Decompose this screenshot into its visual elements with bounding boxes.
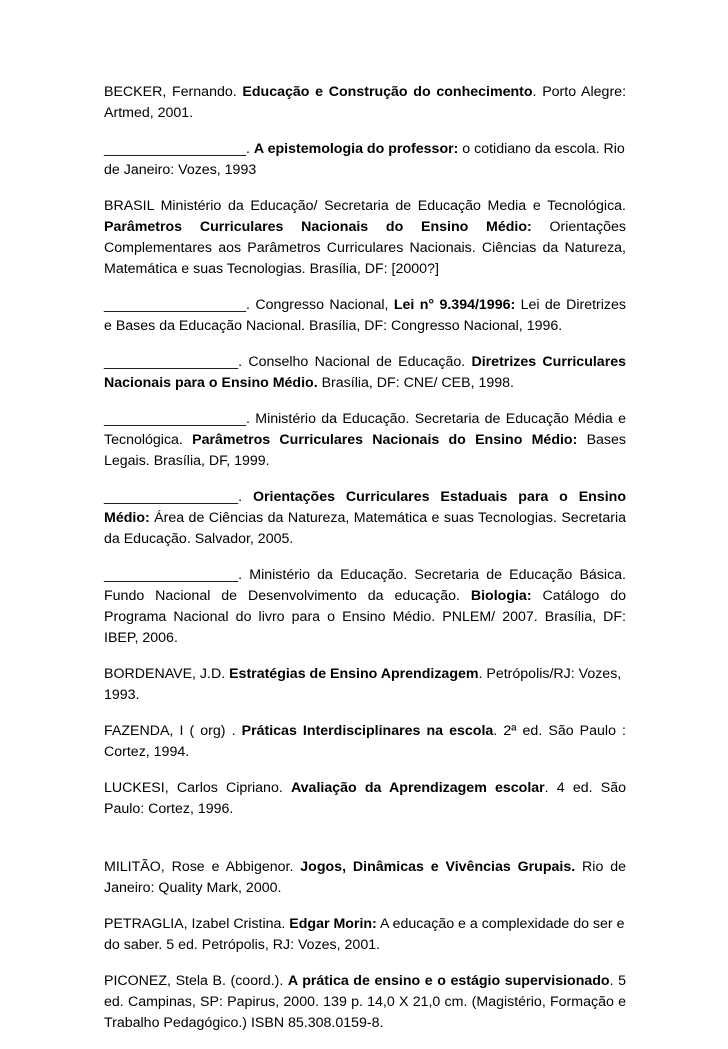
reference-entry xyxy=(104,295,626,337)
reference-text: MILITÃO, Rose e Abbigenor. xyxy=(104,859,301,875)
reference-text: BRASIL Ministério da Educação/ Secretaria de Educação Media e Tecnológica. xyxy=(104,198,626,214)
reference-title-text: Parâmetros Curriculares Nacionais do Ensino Médio: xyxy=(104,219,532,235)
reference-entry xyxy=(104,914,626,956)
reference-title-text: A prática de ensino e o estágio supervisionado xyxy=(287,973,610,989)
reference-text: PICONEZ, Stela B. (coord.). xyxy=(104,973,288,989)
reference-entry xyxy=(104,857,626,899)
reference-text: PETRAGLIA, Izabel Cristina. xyxy=(104,916,290,932)
reference-title-text: Diretrizes Curriculares Nacionais para o Ensino Médio. xyxy=(104,354,626,391)
reference-text: __________________. Congresso Nacional, xyxy=(104,297,394,313)
reference-title-text: Orientações Curriculares Estaduais para o Ensino Médio: xyxy=(104,489,626,526)
reference-text: LUCKESI, Carlos Cipriano. xyxy=(104,780,291,796)
reference-title-text: Edgar Morin: xyxy=(289,916,377,932)
reference-text: o cotidiano da escola. Rio de Janeiro: Vozes, 1993 xyxy=(104,141,625,178)
reference-list xyxy=(104,82,626,1049)
reference-text: Lei de Diretrizes e Bases da Educação Nacional. Brasília, DF: Congresso Nacional, 1996. xyxy=(104,297,626,334)
reference-title-text: Lei n° 9.394/1996: xyxy=(393,297,516,313)
reference-title-text: Práticas Interdisciplinares na escola xyxy=(241,723,494,739)
reference-text: BORDENAVE, J.D. xyxy=(104,666,230,682)
reference-title-text: A epistemologia do professor: xyxy=(253,141,459,157)
reference-entry xyxy=(104,971,626,1034)
reference-text: Área de Ciências da Natureza, Matemática e suas Tecnologias. Secretaria da Educação. Salvador, 2005. xyxy=(104,510,626,547)
reference-entry xyxy=(104,487,626,550)
reference-text: _________________. xyxy=(104,489,253,505)
reference-entry xyxy=(104,721,626,763)
reference-entry xyxy=(104,778,626,820)
reference-text: A educação e a complexidade do ser e do saber. 5 ed. Petrópolis, RJ: Vozes, 2001. xyxy=(104,916,625,953)
reference-title-text: Educação e Construção do conhecimento xyxy=(242,84,533,100)
reference-entry xyxy=(104,352,626,394)
reference-text: Rio de Janeiro: Quality Mark, 2000. xyxy=(104,859,626,896)
reference-title-text: Parâmetros Curriculares Nacionais do Ensino Médio: xyxy=(192,432,578,448)
reference-text: Orientações Complementares aos Parâmetros Curriculares Nacionais. Ciências da Natureza, Matemática e suas Tecnologias. Brasília, DF: [2000?] xyxy=(104,219,626,277)
reference-text: . 4 ed. São Paulo: Cortez, 1996. xyxy=(104,780,626,817)
reference-title-text: Jogos, Dinâmicas e Vivências Grupais. xyxy=(300,859,576,875)
reference-entry xyxy=(104,196,626,280)
reference-text: . Porto Alegre: Artmed, 2001. xyxy=(104,84,627,121)
reference-title-text: Biologia: xyxy=(470,588,532,604)
reference-text: __________________. xyxy=(104,141,254,157)
reference-text: Brasília, DF: CNE/ CEB, 1998. xyxy=(317,375,514,391)
reference-text: . 5 ed. Campinas, SP: Papirus, 2000. 139 p. 14,0 X 21,0 cm. (Magistério, Formação e Trabalho Pedagógico.) ISBN 85.308.0159-8. xyxy=(104,973,626,1031)
reference-text: Bases Legais. Brasília, DF, 1999. xyxy=(104,432,626,469)
reference-entry xyxy=(104,82,626,124)
reference-text: __________________. Ministério da Educação. Secretaria de Educação Média e Tecnológica. xyxy=(104,411,626,448)
reference-entry xyxy=(104,139,626,181)
reference-entry xyxy=(104,409,626,472)
reference-entry xyxy=(104,664,626,706)
reference-entry xyxy=(104,565,626,649)
reference-text: _________________. Ministério da Educação. Secretaria de Educação Básica. Fundo Nacional de Desenvolvimento da educação. xyxy=(104,567,626,604)
reference-text: . 2ª ed. São Paulo : Cortez, 1994. xyxy=(104,723,626,760)
reference-text: . Petrópolis/RJ: Vozes, 1993. xyxy=(104,666,622,703)
reference-title-text: Avaliação da Aprendizagem escolar xyxy=(290,780,545,796)
reference-text: BECKER, Fernando. xyxy=(104,84,243,100)
reference-text: FAZENDA, I ( org) . xyxy=(104,723,242,739)
reference-text: _________________. Conselho Nacional de Educação. xyxy=(104,354,472,370)
reference-text: Catálogo do Programa Nacional do livro para o Ensino Médio. PNLEM/ 2007. Brasília, DF: IBEP, 2006. xyxy=(104,588,626,646)
reference-title-text: Estratégias de Ensino Aprendizagem xyxy=(229,666,479,682)
